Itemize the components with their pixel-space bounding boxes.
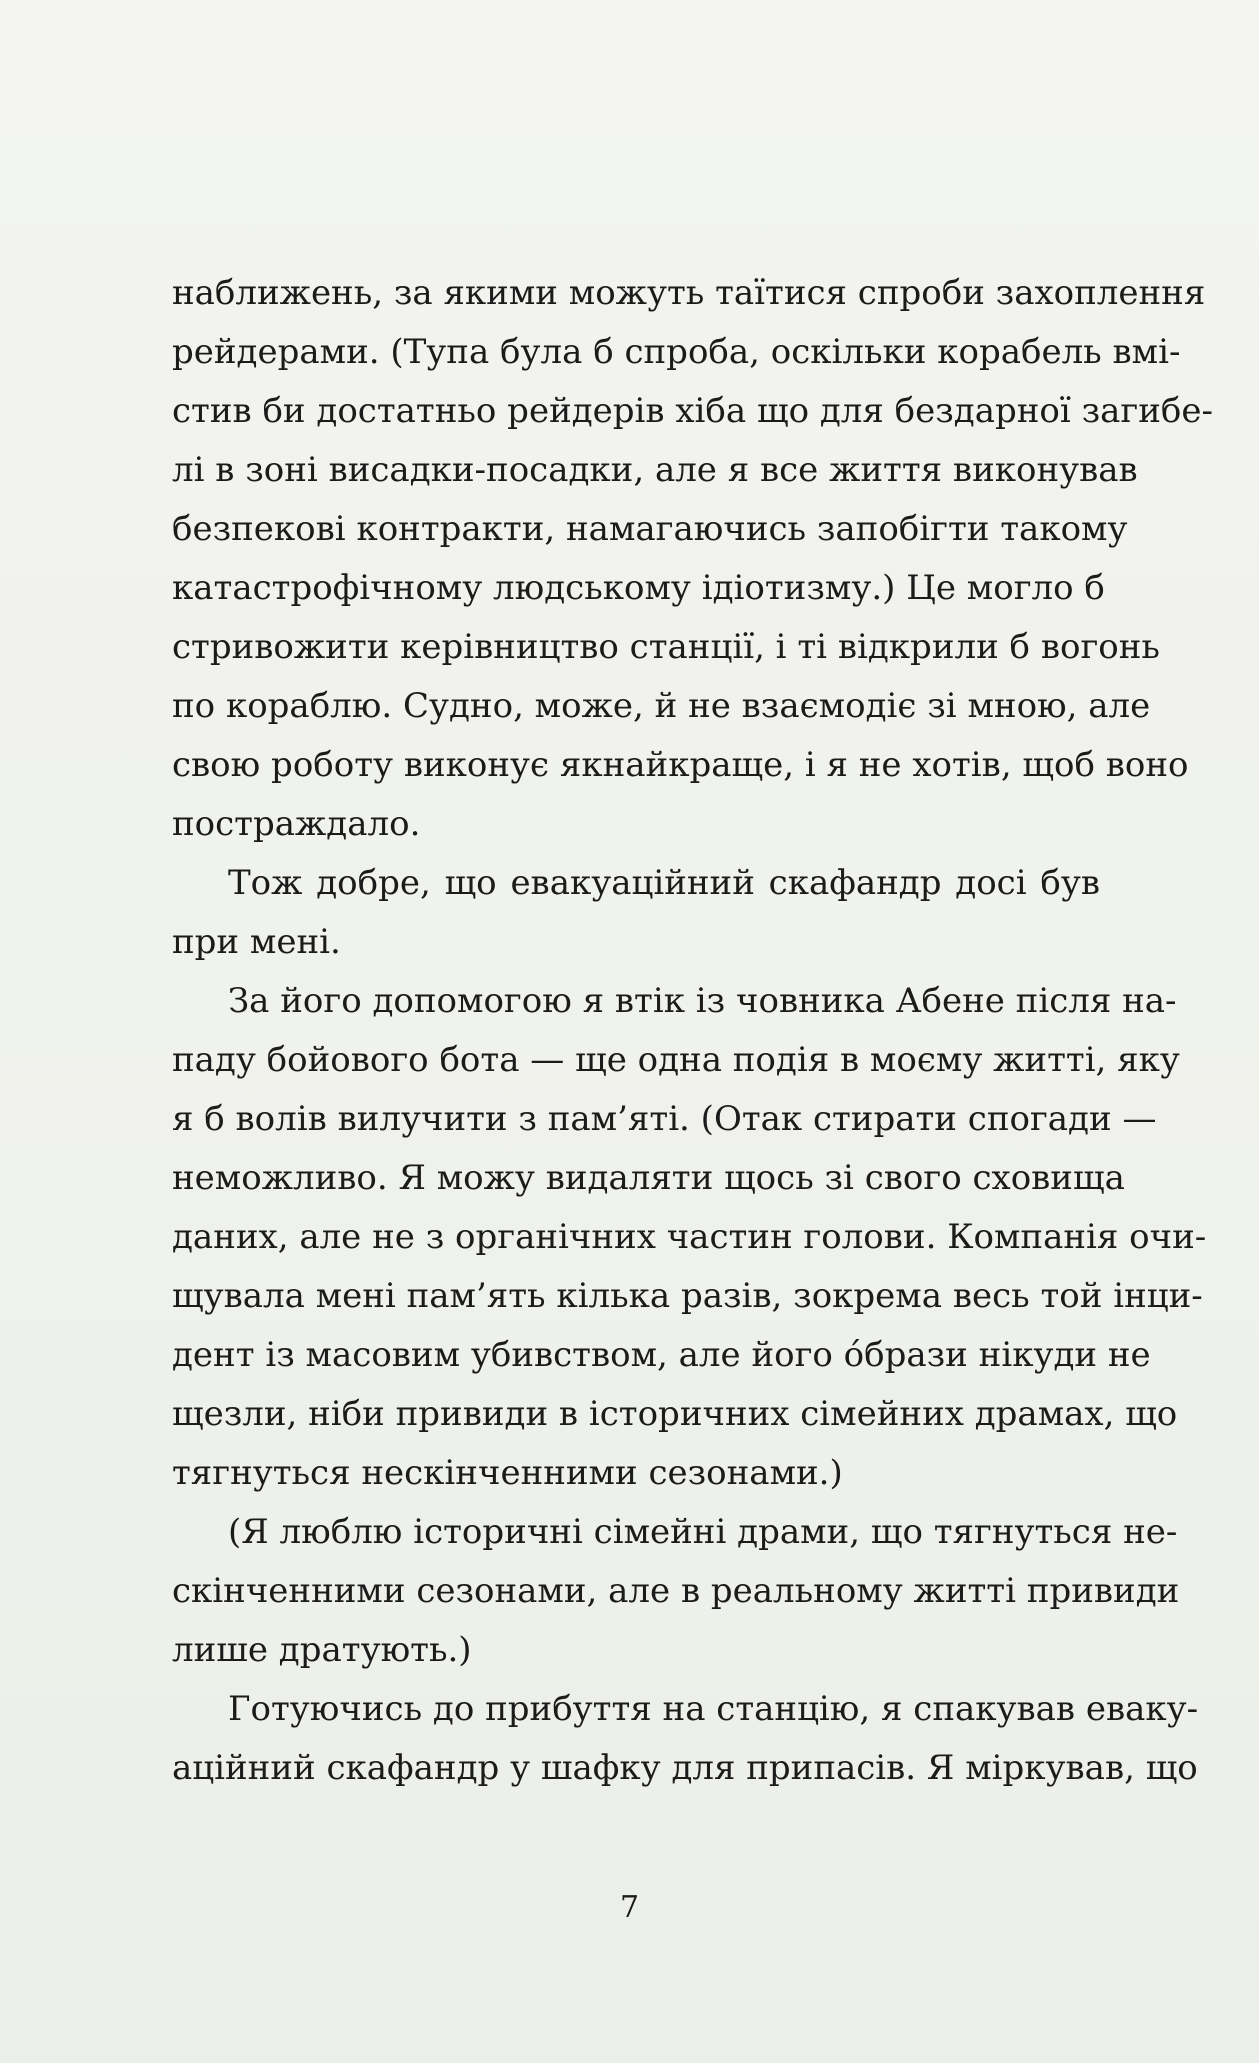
text-line: постраждало. — [172, 804, 421, 844]
text-line: безпекові контракти, намагаючись запобігти такому — [172, 509, 1128, 549]
text-line: тягнуться нескінченними сезонами.) — [172, 1453, 843, 1493]
paragraph-first-line: Готуючись до прибуття на станцію, я спакував евaку- — [228, 1689, 1199, 1729]
text-line: я б волів вилучити з пам’яті. (Отак стирати спогади — — [172, 1099, 1157, 1139]
text-line: дент із масовим убивством, але його óбрази нікуди не — [172, 1335, 1151, 1375]
page-body-text — [172, 264, 1213, 1798]
text-line: при мені. — [172, 922, 341, 962]
text-line: катастрофічному людському ідіотизму.) Це могло б — [172, 568, 1105, 608]
text-line: лише дратують.) — [172, 1630, 472, 1670]
text-line: рейдерами. (Тупа була б спроба, оскільки корабель вмі- — [172, 332, 1181, 372]
text-line: неможливо. Я можу видаляти щось зі свого сховища — [172, 1158, 1125, 1198]
text-line: свою роботу виконує якнайкраще, і я не хотів, щоб воно — [172, 745, 1189, 785]
paragraph-first-line: (Я люблю історичні сімейні драми, що тягнуться не- — [228, 1512, 1178, 1552]
text-line: щувала мені пам’ять кілька разів, зокрема весь той інци- — [172, 1276, 1203, 1316]
paragraph-first-line: За його допомогою я втік із човника Абене після на- — [228, 981, 1177, 1021]
text-line: паду бойового бота — ще одна подія в моєму житті, яку — [172, 1040, 1180, 1080]
text-line: аційний скафандр у шафку для припасів. Я міркував, що — [172, 1748, 1198, 1788]
paragraph-first-line: Тож добре, що евакуаційний скафандр досі був — [228, 863, 1100, 903]
page-number: 7 — [619, 1890, 640, 1925]
text-line: даних, але не з органічних частин голови. Компанія очи- — [172, 1217, 1207, 1257]
text-line: щезли, ніби привиди в історичних сімейних драмах, що — [172, 1394, 1178, 1434]
text-line: наближень, за якими можуть таїтися спроби захоплення — [172, 273, 1206, 313]
text-line: скінченними сезонами, але в реальному житті привиди — [172, 1571, 1180, 1611]
text-line: по кораблю. Судно, може, й не взаємодіє зі мною, але — [172, 686, 1151, 726]
text-line: стив би достатньо рейдерів хіба що для бездарної загибе- — [172, 391, 1213, 431]
text-line: лі в зоні висадки-посадки, але я все життя виконував — [172, 450, 1138, 490]
text-line: стривожити керівництво станції, і ті відкрили б вогонь — [172, 627, 1160, 667]
